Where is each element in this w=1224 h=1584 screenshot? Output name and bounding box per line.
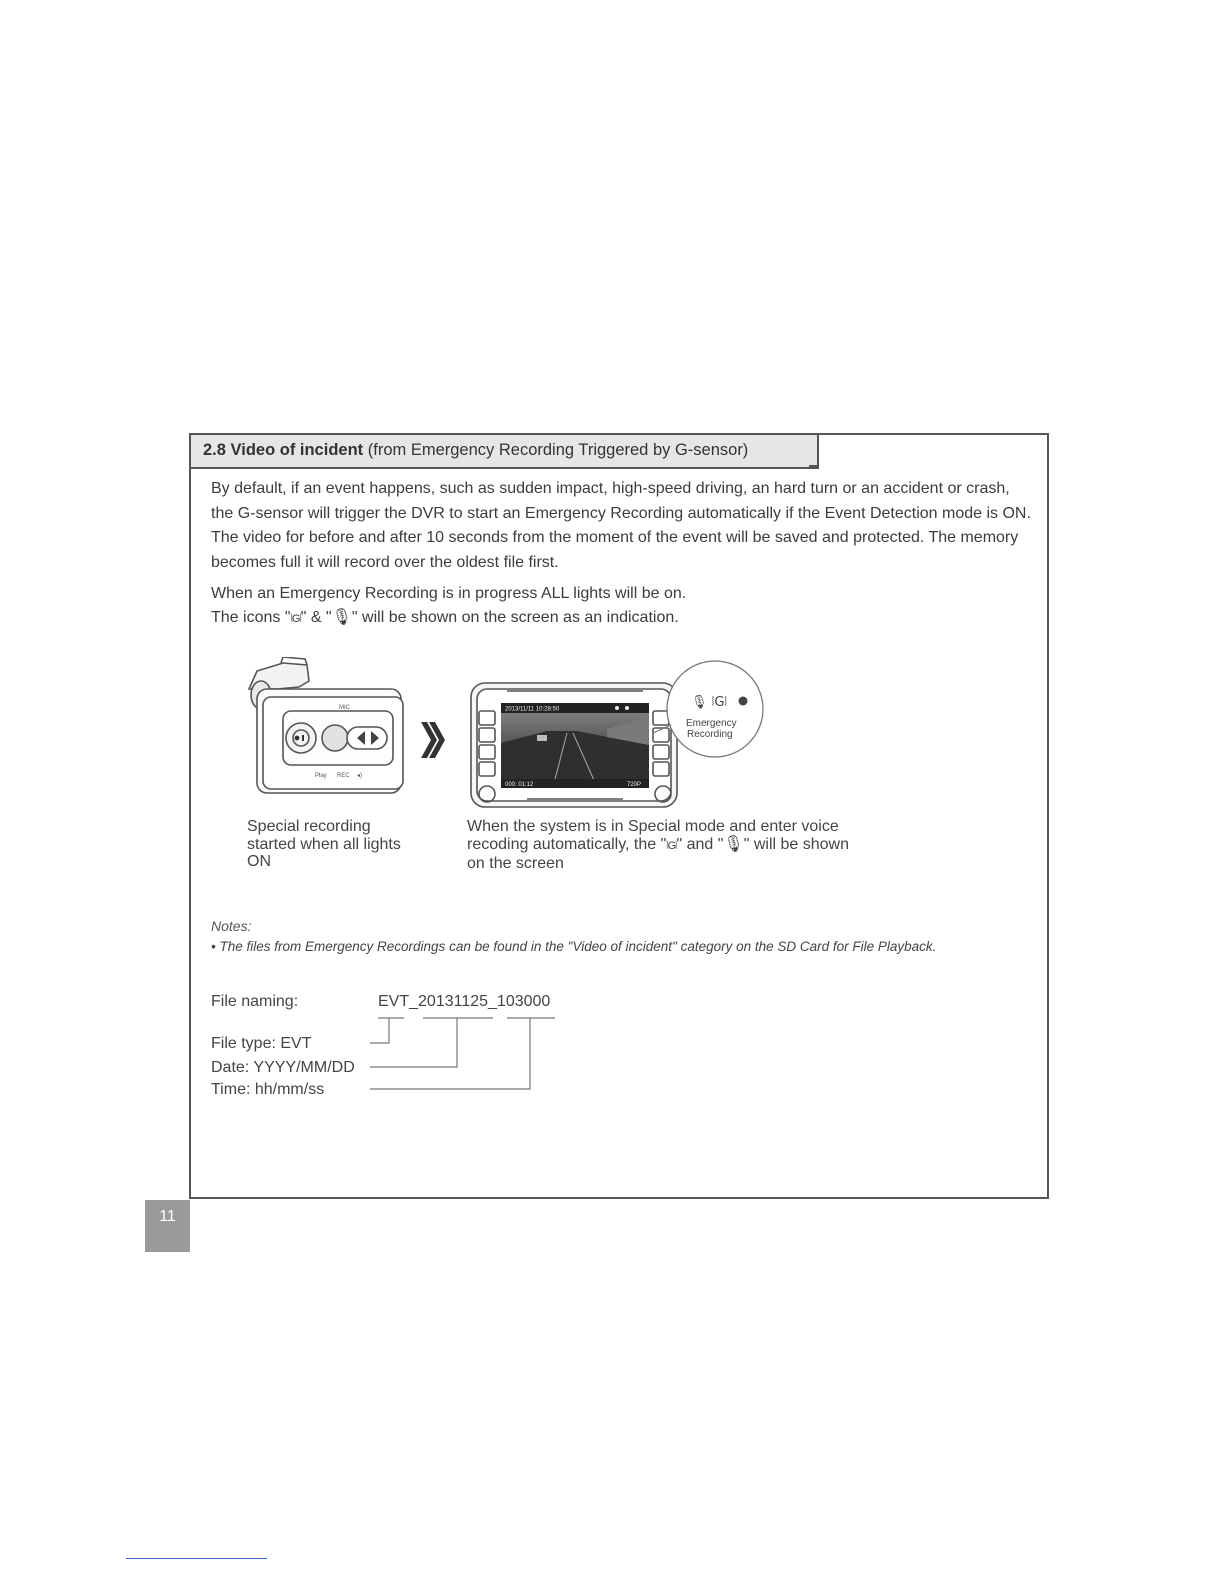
- notes-bullet: • The files from Emergency Recordings can be found in the "Video of incident" category on the SD Card for File Playback.: [211, 939, 937, 954]
- notes-heading: Notes:: [211, 918, 252, 934]
- dvr-device-illustration: [239, 657, 409, 797]
- speaker-label: ◂): [357, 773, 363, 779]
- date-label: Date: YYYY/MM/DD: [211, 1059, 355, 1076]
- rec-label: REC: [337, 773, 350, 779]
- file-type-label: File type: EVT: [211, 1035, 312, 1052]
- page-number: 11: [159, 1208, 176, 1225]
- section-box: [189, 433, 1049, 1199]
- mic-icon: 🎙︎: [331, 609, 352, 626]
- lights-line: When an Emergency Recording is in progress ALL lights will be on.: [211, 585, 687, 602]
- callout-gsensor-icon: 🎙︎ ⦚G⦚: [691, 695, 728, 710]
- indication-paragraph: [211, 582, 1031, 631]
- mic-label: MIC: [339, 705, 350, 711]
- section-title: 2.8 Video of incident (from Emergency Recording Triggered by G-sensor): [203, 441, 749, 459]
- file-naming-connectors: [367, 1013, 567, 1093]
- footer-rule: [126, 1558, 267, 1559]
- mic-icon: 🎙︎: [723, 835, 744, 853]
- intro-paragraph: By default, if an event happens, such as sudden impact, high-speed driving, an hard turn or an accident or crash, the G-sensor will trigger the DVR to start an Emergency Recording automatically if the Event Detection mode is ON. The video for before and after 10 seconds from the moment of the event will be saved and protected. The memory becomes full it will record over the oldest file first.: [211, 480, 1031, 571]
- file-naming-example: EVT_20131125_103000: [378, 993, 551, 1010]
- page-number-tab: [145, 1200, 190, 1252]
- time-label: Time: hh/mm/ss: [211, 1081, 325, 1098]
- head-unit-illustration: [467, 653, 769, 813]
- g-sensor-icon: ⦚G⦚: [290, 613, 301, 625]
- tab-corner: [809, 449, 819, 467]
- file-naming-label: File naming:: [211, 993, 299, 1010]
- screen-resolution: 720P: [627, 782, 642, 788]
- screen-timestamp: 2013/11/11 10:28:50: [505, 706, 560, 713]
- arrow-icon: [419, 720, 445, 760]
- screen-elapsed: 000: 01:12: [505, 782, 534, 788]
- g-sensor-icon: ⦚G⦚: [666, 839, 677, 852]
- caption-left: Special recording started when all lights ON: [247, 818, 401, 870]
- callout-line1: Emergency: [686, 718, 737, 729]
- caption-right: When the system is in Special mode and enter voice recoding automatically, the "⦚G⦚" and "🎙︎" will be shown on the screen: [467, 818, 849, 872]
- play-label: Play: [315, 773, 327, 779]
- callout-line2: Recording: [687, 729, 733, 740]
- section-header: [191, 435, 819, 469]
- icons-line: The icons "⦚G⦚" & "🎙︎" will be shown on the screen as an indication.: [211, 609, 679, 626]
